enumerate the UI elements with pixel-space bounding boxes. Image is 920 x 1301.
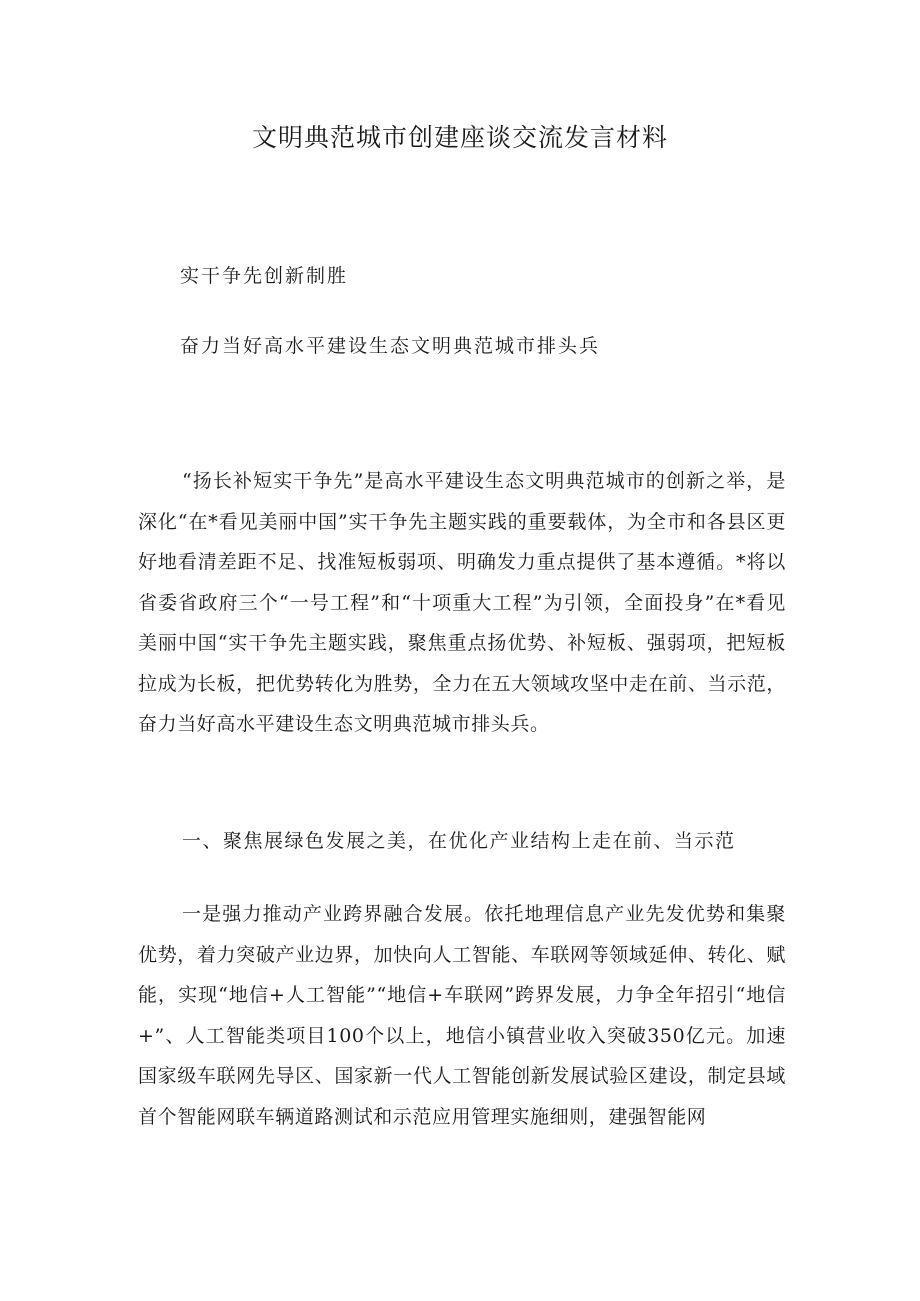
- subtitle-primary: 实干争先创新制胜: [180, 265, 349, 287]
- section-heading-1: 一、聚焦展绿色发展之美，在优化产业结构上走在前、当示范: [182, 830, 736, 852]
- document-title: 文明典范城市创建座谈交流发言材料: [251, 123, 668, 152]
- intro-paragraph: “扬长补短实干争先”是高水平建设生态文明典范城市的创新之举，是深化“在*看见美丽中国”实干争先主题实践的重要载体，为全市和各县区更好地看清差距不足、找准短板弱项、明确发力重点提供了基本遵循。*将以省委省政府三个“一号工程”和“十项重大工程”为引领，全面投身”在*看见美丽中国“实干争先主题实践，聚焦重点扬优势、补短板、强弱项，把短板拉成为长板，把优势转化为胜势，全力在五大领域攻坚中走在前、当示范，奋力当好高水平建设生态文明典范城市排头兵。: [138, 470, 786, 735]
- subtitle-secondary: 奋力当好高水平建设生态文明典范城市排头兵: [180, 335, 601, 357]
- section-1-paragraph: 一是强力推动产业跨界融合发展。依托地理信息产业先发优势和集聚优势，着力突破产业边界，加快向人工智能、车联网等领域延伸、转化、赋能，实现“地信+人工智能”“地信+车联网”跨界发展，力争全年招引“地信+”、人工智能类项目100个以上，地信小镇营业收入突破350亿元。加速国家级车联网先导区、国家新一代人工智能创新发展试验区建设，制定县域首个智能网联车辆道路测试和示范应用管理实施细则，建强智能网: [138, 903, 786, 1128]
